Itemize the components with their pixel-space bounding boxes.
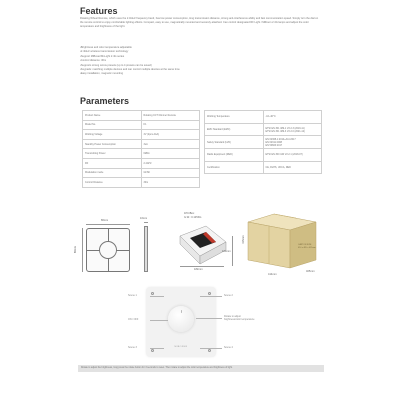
feature-item: • Easy installation, magnetic mounting bbox=[80, 72, 320, 76]
carton-depth-label: 405mm bbox=[306, 270, 315, 273]
spec-key: Product Name bbox=[83, 111, 142, 121]
spec-key: Working Voltage bbox=[83, 130, 142, 140]
table-row bbox=[205, 149, 322, 162]
gift-box-drawing bbox=[176, 222, 228, 268]
onoff-label: ON / OFF bbox=[128, 318, 139, 321]
spec-value: -10~40°C bbox=[263, 111, 322, 124]
table-row bbox=[205, 161, 322, 174]
scene3-button[interactable] bbox=[151, 349, 154, 352]
spec-key: RF bbox=[83, 158, 142, 168]
scene4-button[interactable] bbox=[208, 349, 211, 352]
spec-key: Safety Standard (LVD) bbox=[205, 136, 264, 149]
carton-width-label: 414mm bbox=[268, 273, 277, 276]
remote-depth-label: 16mm bbox=[140, 217, 148, 220]
feature-item: • Brightness and color temperature adjustable bbox=[80, 46, 320, 50]
scene1-button[interactable] bbox=[151, 292, 154, 295]
spec-key: Standby Power Consumption bbox=[83, 139, 142, 149]
table-row bbox=[83, 158, 200, 168]
spec-value: EN 62368-1:2014+A11:2017 EN 62311:2008 EN 50663:2017 bbox=[263, 136, 322, 149]
feature-item: • 2.4GHz wireless transmission technology bbox=[80, 50, 320, 54]
spec-value: 2.4GHz bbox=[141, 158, 200, 168]
rotate-label: Rotate to adjust brightness/color temperature bbox=[224, 315, 255, 321]
brand-logo: MIBOXER bbox=[174, 346, 188, 348]
spec-value: ETSI EN 300 440 V2.2.1 (2018-07) bbox=[263, 149, 322, 162]
scene1-label: Scene 1 bbox=[128, 294, 137, 297]
table-row bbox=[205, 123, 322, 136]
feature-item: • Keypads: matching multiple devices and can control multiple devices at the same time bbox=[80, 68, 320, 72]
dial-marker-icon bbox=[181, 310, 182, 313]
parameters-title: Parameters bbox=[80, 96, 130, 106]
table-row bbox=[83, 178, 200, 188]
spec-value: 30m bbox=[141, 178, 200, 188]
table-row bbox=[83, 120, 200, 130]
table-row bbox=[83, 168, 200, 178]
rotary-dial[interactable] bbox=[168, 306, 194, 332]
table-row bbox=[83, 130, 200, 140]
table-row bbox=[83, 139, 200, 149]
spec-value: CE, RoHS, UKCA, RED bbox=[263, 161, 322, 174]
features-intro: Rotating Wheel Remote, which uses the 2.4GHz frequency band, has low power consumption, long transmission distance, strong anti-interference ability and fast communication speed. Simply turn the dial on the remote control to enjoy comfortable lighting effects. Compact, easy to use, magnetically mounted and securely attached. Can control designated RF Light / Milboon 2.4G lamps and adjust the color temperature and brightness of the light. bbox=[80, 17, 319, 29]
box-width-label: 182mm bbox=[194, 268, 203, 271]
box-height-label: 100mm bbox=[222, 250, 231, 253]
scene4-label: Scene 4 bbox=[224, 346, 233, 349]
table-row bbox=[205, 136, 322, 149]
box-weight: G.W.: 0.125KG bbox=[184, 216, 202, 219]
spec-key: Control Distance bbox=[83, 178, 142, 188]
scene3-label: Scene 3 bbox=[128, 346, 137, 349]
scene2-button[interactable] bbox=[208, 292, 211, 295]
spec-key: Working Temperature bbox=[205, 111, 264, 124]
spec-value: K1 bbox=[141, 120, 200, 130]
box-note: 1PC/Box bbox=[184, 212, 195, 215]
spec-key: Certification bbox=[205, 161, 264, 174]
usage-note: Rotate to adjust the brightness, long press the rotate button for 3 seconds to reset. Then rotate to adjust the color temperature and brightness of light. bbox=[78, 365, 324, 372]
spec-table-left bbox=[82, 110, 200, 188]
spec-value: 6dBm bbox=[141, 149, 200, 159]
features-list bbox=[80, 46, 320, 77]
table-row bbox=[205, 111, 322, 124]
remote-side-drawing bbox=[144, 226, 148, 272]
remote-photo bbox=[146, 287, 216, 357]
carton-height-label: 415mm bbox=[241, 235, 245, 244]
features-title: Features bbox=[80, 6, 118, 16]
carton-label: CARTON SIZE 414 x 405 x 415mm bbox=[298, 244, 316, 249]
feature-item: • Supports strong screw presets (up to 4 presets can be saved) bbox=[80, 64, 320, 68]
remote-width-label: 86mm bbox=[101, 219, 109, 222]
spec-key: Radio Equipment (RED) bbox=[205, 149, 264, 162]
spec-value: 3V (2pcs AAA) bbox=[141, 130, 200, 140]
spec-table-right bbox=[204, 110, 322, 174]
spec-value: 3uA bbox=[141, 139, 200, 149]
scene2-label: Scene 2 bbox=[224, 294, 233, 297]
spec-key: Modulation mode bbox=[83, 168, 142, 178]
spec-value: Rotating CCT Dimmer Remote bbox=[141, 111, 200, 121]
table-row bbox=[83, 111, 200, 121]
spec-key: Transmitting Power bbox=[83, 149, 142, 159]
spec-value: GFSK bbox=[141, 168, 200, 178]
remote-height-label: 86mm bbox=[74, 245, 78, 254]
spec-value: ETSI EN 301 489-1 V2.2.3 (2019-11) ETSI EN 301 489-3 V2.2.0 (2021-12) bbox=[263, 123, 322, 136]
spec-key: EMC Standard (EMC) bbox=[205, 123, 264, 136]
feature-item: • Support MiBoxer/Mi-Light 2.4G series bbox=[80, 55, 320, 59]
remote-front-drawing bbox=[86, 228, 130, 272]
spec-key: Model No. bbox=[83, 120, 142, 130]
table-row bbox=[83, 149, 200, 159]
feature-item: • Control distance: 30m bbox=[80, 59, 320, 63]
